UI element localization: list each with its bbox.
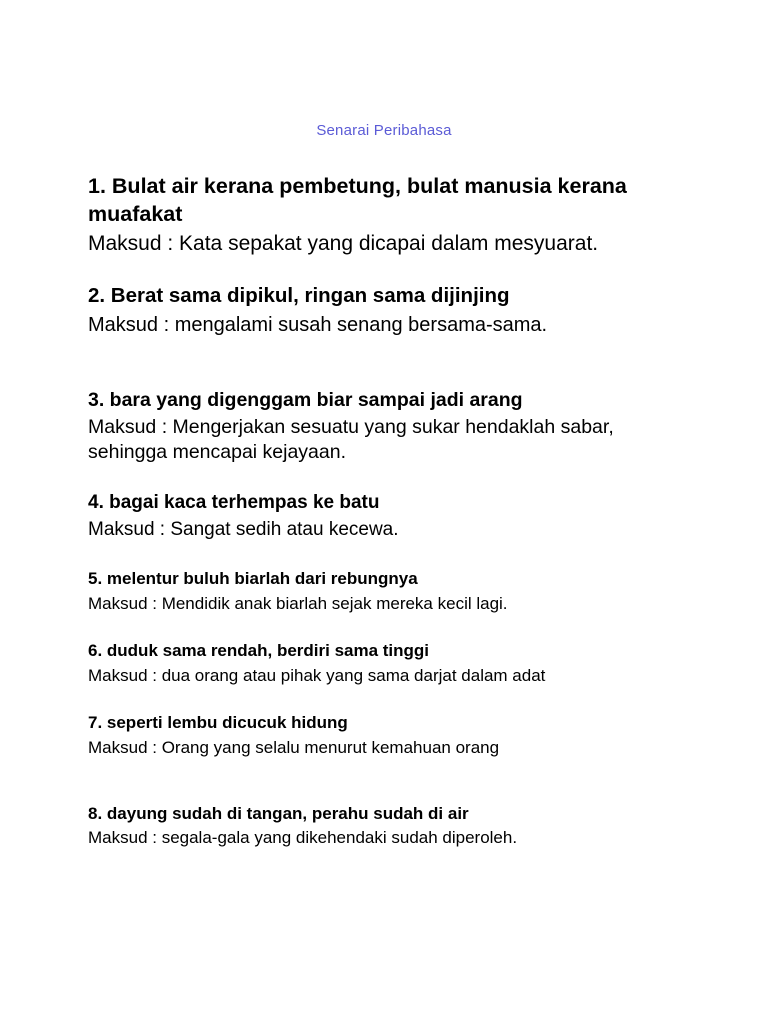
proverb-title: 7. seperti lembu dicucuk hidung [88, 712, 348, 732]
list-item [88, 283, 680, 337]
list-item [88, 388, 680, 466]
proverb-meaning: Maksud : Kata sepakat yang dicapai dalam mesyuarat. [88, 232, 599, 256]
proverb-meaning: Maksud : mengalami susah senang bersama-sama. [88, 313, 548, 336]
proverb-title: 4. bagai kaca terhempas ke batu [88, 492, 380, 514]
list-item [88, 803, 680, 850]
list-item [88, 173, 680, 257]
list-item [88, 491, 680, 542]
list-item [88, 640, 680, 687]
proverb-list [0, 173, 768, 850]
proverb-title: 5. melentur buluh biarlah dari rebungnya [88, 569, 418, 589]
proverb-title: 1. Bulat air kerana pembetung, bulat manusia kerana muafakat [88, 174, 627, 226]
proverb-meaning: Maksud : dua orang atau pihak yang sama darjat dalam adat [88, 665, 546, 685]
proverb-meaning: Maksud : segala-gala yang dikehendaki sudah diperoleh. [88, 828, 518, 848]
proverb-meaning: Maksud : Sangat sedih atau kecewa. [88, 518, 399, 540]
page-title: Senarai Peribahasa [316, 122, 452, 139]
proverb-title: 2. Berat sama dipikul, ringan sama dijinjing [88, 284, 510, 308]
list-item [88, 712, 680, 759]
proverb-meaning: Maksud : Orang yang selalu menurut kemahuan orang [88, 737, 500, 757]
list-item [88, 568, 680, 615]
proverb-meaning: Maksud : Mengerjakan sesuatu yang sukar hendaklah sabar, sehingga mencapai kejayaan. [88, 415, 614, 463]
proverb-title: 3. bara yang digenggam biar sampai jadi arang [88, 388, 523, 411]
proverb-title: 8. dayung sudah di tangan, perahu sudah di air [88, 803, 469, 823]
proverb-meaning: Maksud : Mendidik anak biarlah sejak mereka kecil lagi. [88, 593, 508, 613]
proverb-title: 6. duduk sama rendah, berdiri sama tinggi [88, 641, 430, 661]
